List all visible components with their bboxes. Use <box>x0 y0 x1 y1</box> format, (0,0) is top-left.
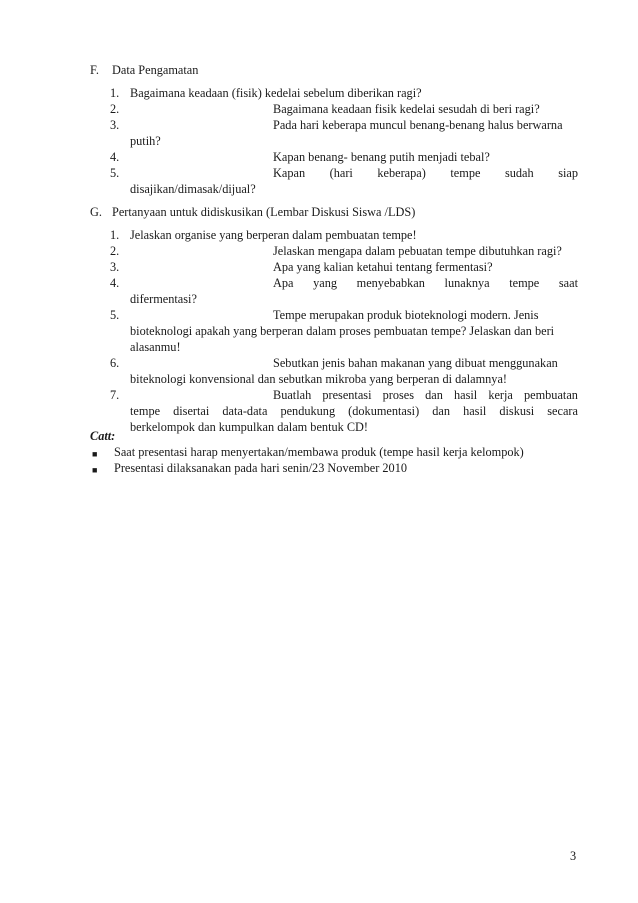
g-item-7-cont-word: diskusi <box>499 404 535 418</box>
g-item-3-text: Apa yang kalian ketahui tentang fermentasi? <box>273 260 493 274</box>
g-item-1-number: 1. <box>110 228 120 242</box>
g-item-5-text: Tempe merupakan produk bioteknologi modern. Jenis <box>273 308 539 322</box>
page-number: 3 <box>570 849 577 863</box>
f-item-5-word: (hari <box>329 166 353 180</box>
f-item-4-number: 4. <box>110 150 120 164</box>
g-item-4-continuation: difermentasi? <box>130 292 197 306</box>
square-bullet-icon: ■ <box>92 465 98 475</box>
g-item-7-word: Buatlah <box>273 388 312 402</box>
f-item-1-text: Bagaimana keadaan (fisik) kedelai sebelum diberikan ragi? <box>130 86 422 100</box>
g-item-5-continuation: bioteknologi apakah yang berperan dalam proses pembuatan tempe? Jelaskan dan beri <box>130 324 555 338</box>
f-item-5-word: sudah <box>504 166 534 180</box>
g-item-4-number: 4. <box>110 276 120 290</box>
section-f-letter: F. <box>90 63 99 77</box>
section-f-title: Data Pengamatan <box>112 63 199 77</box>
note-1: Saat presentasi harap menyertakan/membawa produk (tempe hasil kerja kelompok) <box>114 445 524 459</box>
g-item-7-cont-word: data-data <box>222 404 268 418</box>
f-item-5-number: 5. <box>110 166 120 180</box>
g-item-4-word: saat <box>558 276 578 290</box>
g-item-6-number: 6. <box>110 356 120 370</box>
f-item-2-number: 2. <box>110 102 120 116</box>
g-item-4-word: Apa <box>273 276 294 290</box>
g-item-3-number: 3. <box>110 260 120 274</box>
g-item-7-word: presentasi <box>322 388 372 402</box>
f-item-3-text: Pada hari keberapa muncul benang-benang halus berwarna <box>273 118 563 132</box>
notes-title: Catt: <box>90 429 116 443</box>
g-item-7-word: proses <box>382 388 415 402</box>
f-item-5-word: tempe <box>450 166 481 180</box>
f-item-5-word: siap <box>558 166 578 180</box>
f-item-3-number: 3. <box>110 118 120 132</box>
f-item-1-number: 1. <box>110 86 120 100</box>
g-item-7-cont-word: secara <box>547 404 578 418</box>
f-item-5-text <box>273 165 578 181</box>
section-f-heading <box>90 62 198 78</box>
g-item-5-continuation-2: alasanmu! <box>130 340 181 354</box>
note-2: Presentasi dilaksanakan pada hari senin/23 November 2010 <box>114 461 407 475</box>
g-item-7-word: hasil <box>453 388 478 402</box>
section-g-letter: G. <box>90 205 102 219</box>
f-item-2-text: Bagaimana keadaan fisik kedelai sesudah di beri ragi? <box>273 102 540 116</box>
square-bullet-icon: ■ <box>92 449 98 459</box>
section-g-heading <box>90 204 415 220</box>
f-item-5-word: Kapan <box>273 166 306 180</box>
g-item-7-cont-word: dan <box>432 404 451 418</box>
section-g-title: Pertanyaan untuk didiskusikan (Lembar Diskusi Siswa /LDS) <box>112 205 416 219</box>
g-item-7-cont-word: disertai <box>173 404 210 418</box>
g-item-2-number: 2. <box>110 244 120 258</box>
g-item-7-continuation <box>130 403 578 419</box>
g-item-4-text <box>273 275 578 291</box>
g-item-4-word: tempe <box>509 276 540 290</box>
g-item-7-cont-word: hasil <box>463 404 487 418</box>
g-item-6-text: Sebutkan jenis bahan makanan yang dibuat menggunakan <box>273 356 558 370</box>
g-item-4-word: lunaknya <box>444 276 490 290</box>
g-item-7-cont-word: tempe <box>130 404 161 418</box>
g-item-7-cont-word: pendukung <box>280 404 336 418</box>
g-item-7-word: pembuatan <box>523 388 578 402</box>
g-item-7-continuation-2: berkelompok dan kumpulkan dalam bentuk CD! <box>130 420 369 434</box>
g-item-7-text <box>273 387 578 403</box>
g-item-5-number: 5. <box>110 308 120 322</box>
g-item-7-word: dan <box>425 388 443 402</box>
f-item-5-continuation: disajikan/dimasak/dijual? <box>130 182 256 196</box>
g-item-4-word: menyebabkan <box>356 276 425 290</box>
f-item-3-continuation: putih? <box>130 134 161 148</box>
g-item-7-cont-word: (dokumentasi) <box>348 404 420 418</box>
g-item-1-text: Jelaskan organise yang berperan dalam pembuatan tempe! <box>130 228 417 242</box>
f-item-4-text: Kapan benang- benang putih menjadi tebal? <box>273 150 490 164</box>
f-item-5-word: keberapa) <box>377 166 426 180</box>
g-item-7-number: 7. <box>110 388 120 402</box>
g-item-6-continuation: biteknologi konvensional dan sebutkan mikroba yang berperan di dalamnya! <box>130 372 508 386</box>
g-item-7-word: kerja <box>488 388 513 402</box>
g-item-4-word: yang <box>313 276 338 290</box>
g-item-2-text: Jelaskan mengapa dalam pebuatan tempe dibutuhkan ragi? <box>273 244 562 258</box>
